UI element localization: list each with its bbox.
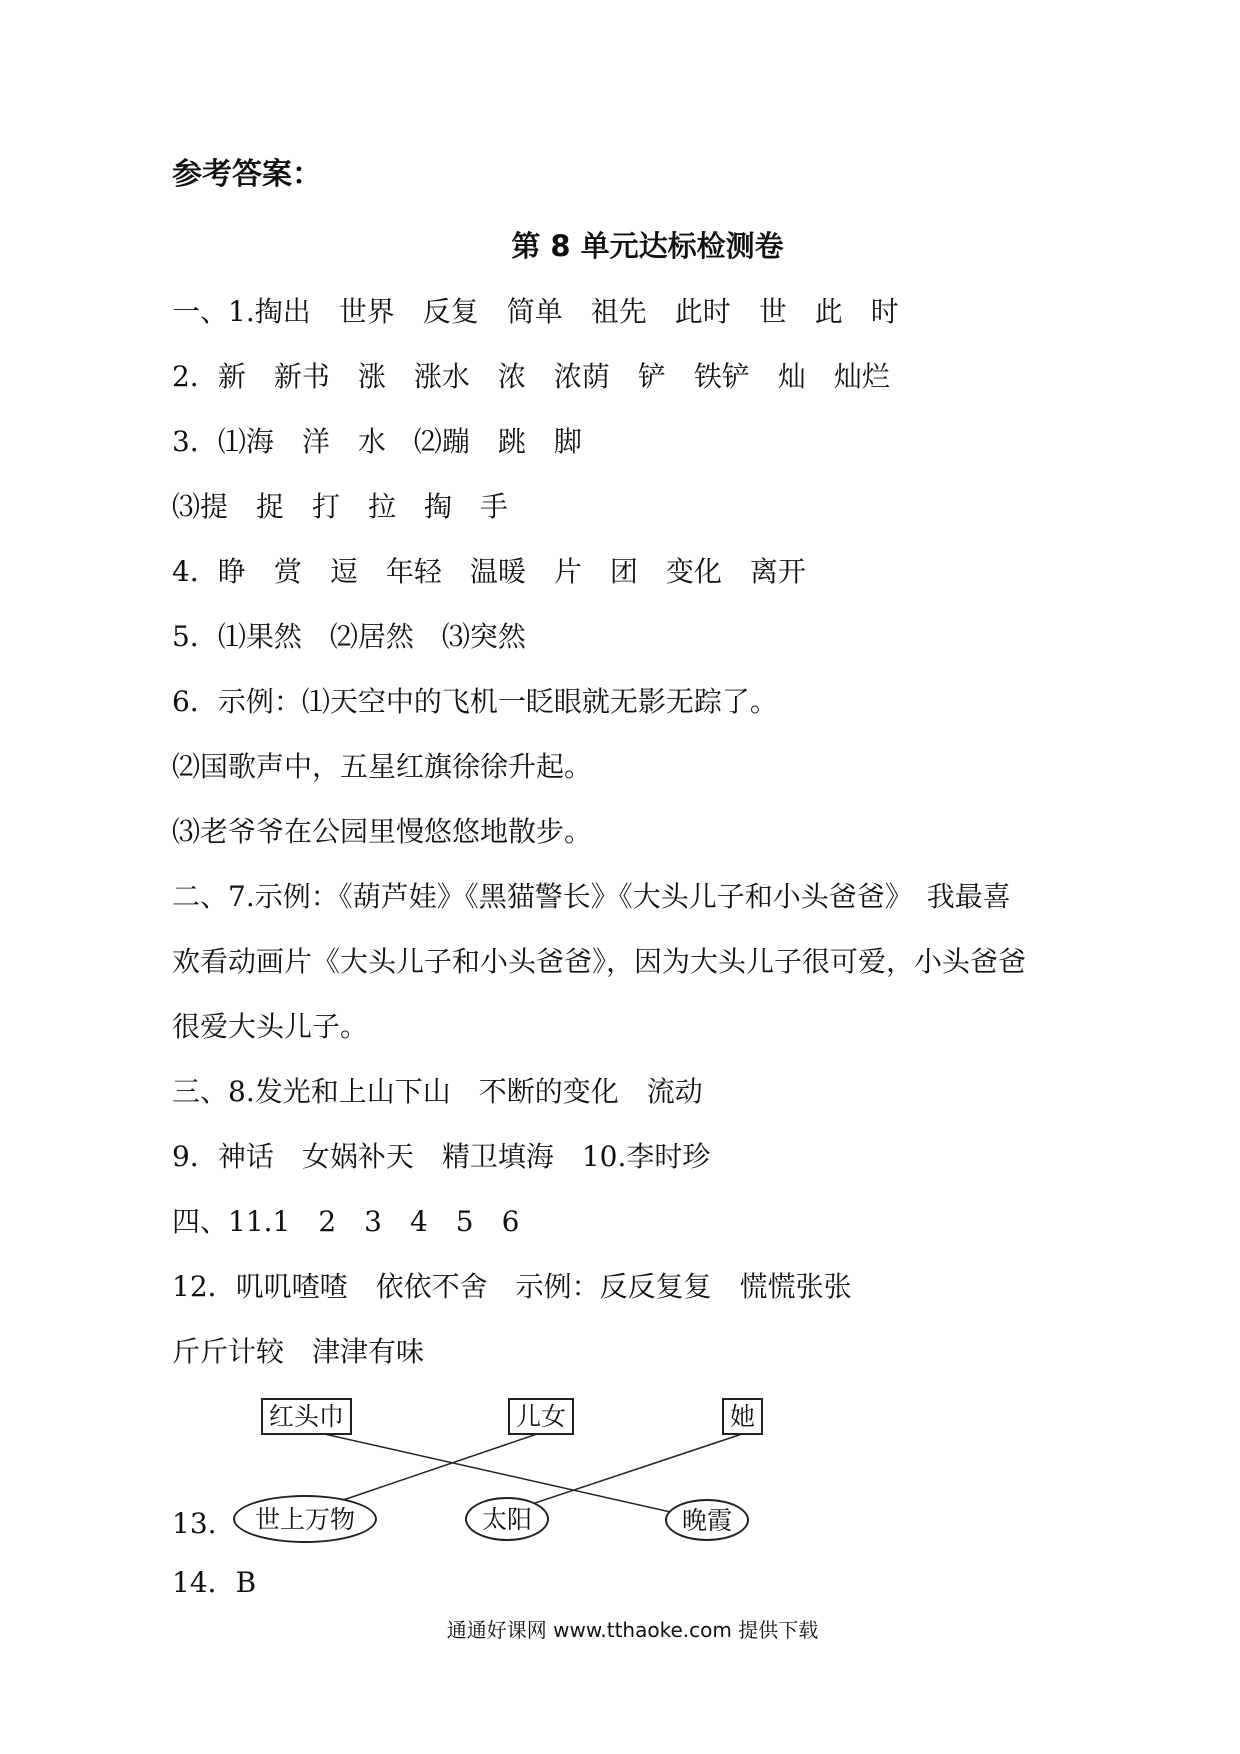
answer-line-17: 斤斤计较 津津有味 [172, 1335, 425, 1368]
top-word-box-2: 儿女 [508, 1398, 574, 1435]
answer-line-11: 欢看动画片《大头儿子和小头爸爸》，因为大头儿子很可爱，小头爸爸 [172, 945, 1027, 978]
answer-line-1: 一、1.掏出 世界 反复 简单 祖先 此时 世 此 时 [172, 295, 899, 328]
answer-line-8: ⑵国歌声中，五星红旗徐徐升起。 [172, 750, 593, 783]
footer-source: 通通好课网 www.tthaoke.com 提供下载 [446, 1618, 819, 1642]
answer-line-10: 二、7.示例：《葫芦娃》《黑猫警长》《大头儿子和小头爸爸》 我最喜 [172, 880, 1011, 913]
answer-line-13: 三、8.发光和上山下山 不断的变化 流动 [172, 1075, 703, 1108]
answer-line-15: 四、11.1 2 3 4 5 6 [172, 1205, 520, 1238]
answer-line-4: ⑶提 捉 打 拉 掏 手 [172, 490, 509, 523]
answer-line-2: 2．新 新书 涨 涨水 浓 浓荫 铲 铁铲 灿 灿烂 [172, 360, 890, 393]
bottom-word-oval-1: 世上万物 [233, 1495, 377, 1543]
answer-line-3: 3．⑴海 洋 水 ⑵蹦 跳 脚 [172, 425, 582, 458]
answer-line-6: 5．⑴果然 ⑵居然 ⑶突然 [172, 620, 526, 653]
matching-diagram [230, 1395, 790, 1545]
answer-heading: 参考答案： [172, 157, 322, 192]
top-word-box-1: 红头巾 [261, 1398, 352, 1435]
answer-line-12: 很爱大头儿子。 [172, 1010, 369, 1043]
q14-answer: 14．B [172, 1566, 257, 1599]
top-word-box-3: 她 [722, 1398, 763, 1435]
bottom-word-oval-3: 晚霞 [665, 1499, 749, 1541]
answer-line-9: ⑶老爷爷在公园里慢悠悠地散步。 [172, 815, 593, 848]
unit-title: 第 8 单元达标检测卷 [511, 229, 784, 263]
answer-line-14: 9．神话 女娲补天 精卫填海 10.李时珍 [172, 1140, 711, 1173]
answer-line-7: 6．示例：⑴天空中的飞机一眨眼就无影无踪了。 [172, 685, 778, 718]
q13-label: 13. [172, 1507, 217, 1540]
answer-line-5: 4．睁 赏 逗 年轻 温暖 片 团 变化 离开 [172, 555, 806, 588]
bottom-word-oval-2: 太阳 [465, 1497, 549, 1541]
answer-line-16: 12．叽叽喳喳 依依不舍 示例：反反复复 慌慌张张 [172, 1270, 852, 1303]
